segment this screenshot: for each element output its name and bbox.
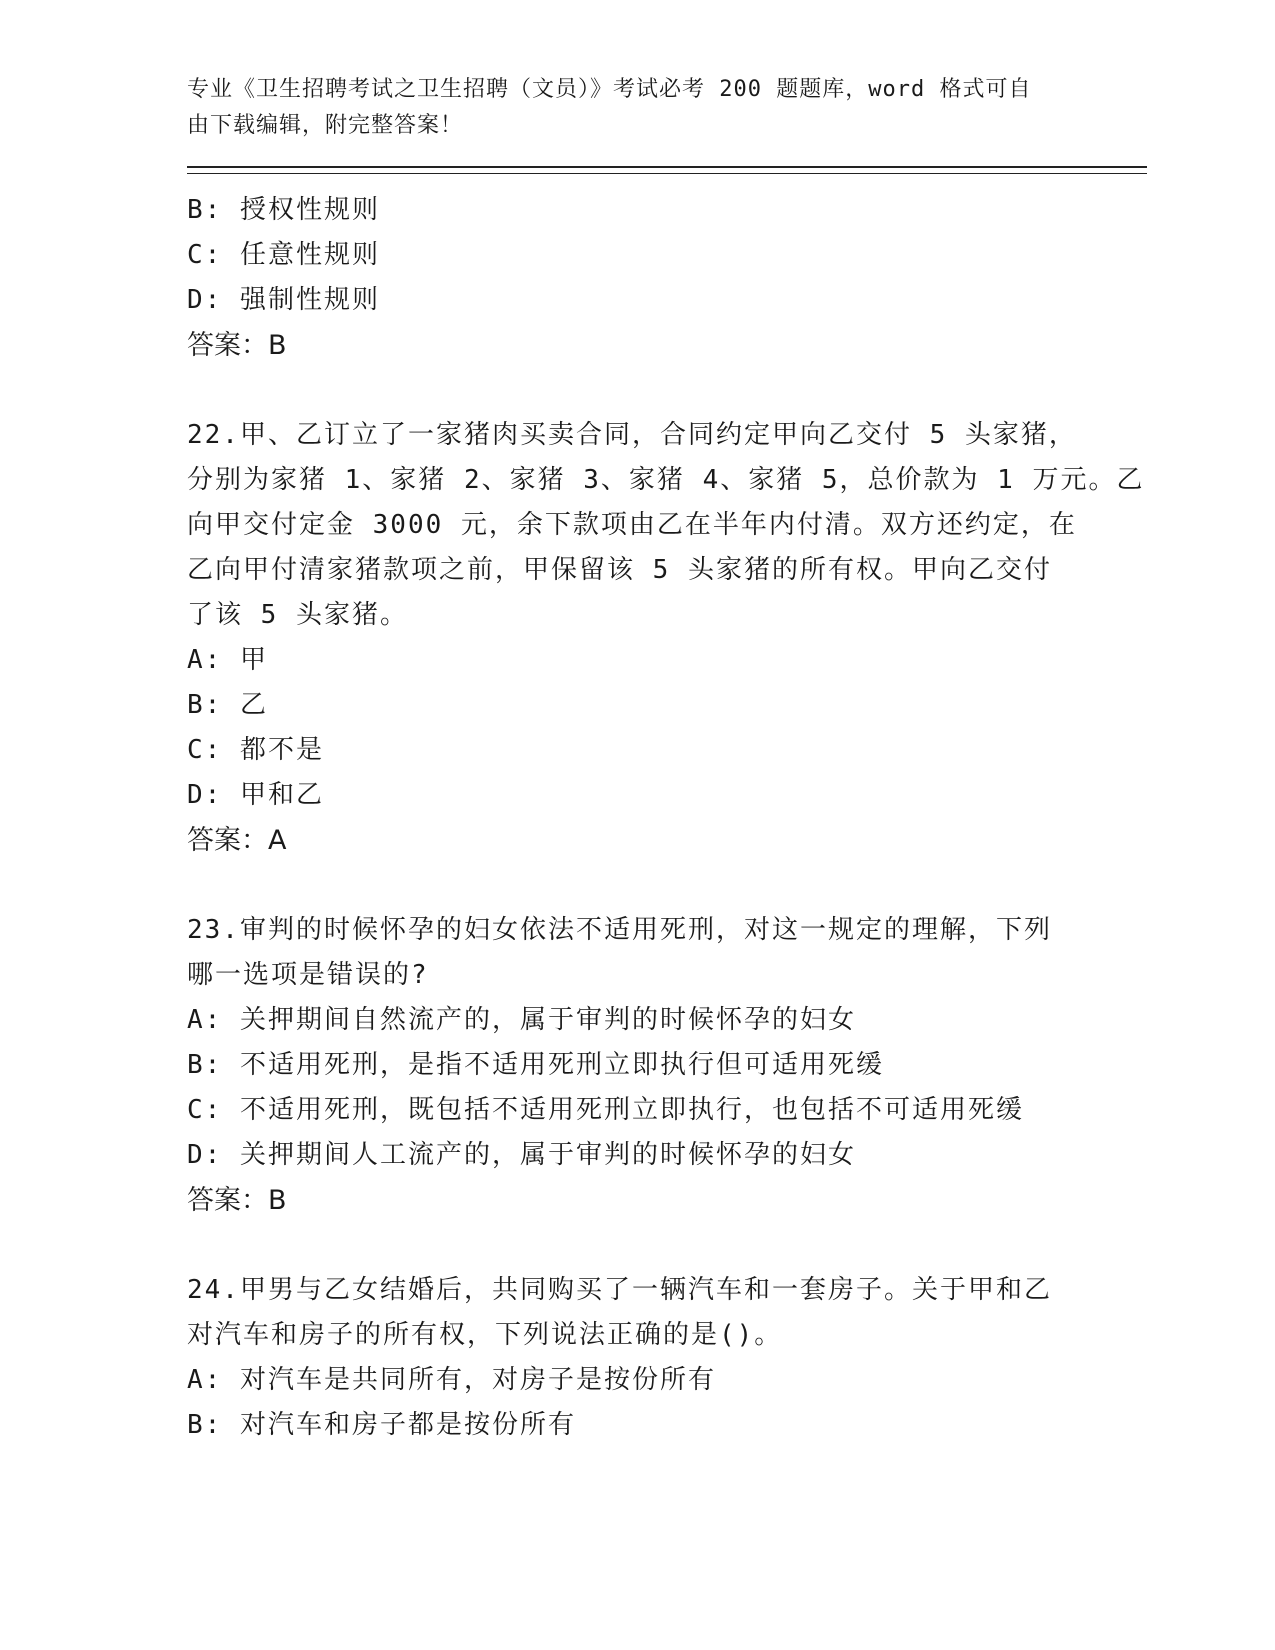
option-b: B: 乙 — [187, 690, 268, 720]
option-c: C: 不适用死刑，既包括不适用死刑立即执行，也包括不可适用死缓 — [187, 1095, 1024, 1125]
answer-line: 答案：B — [187, 1185, 287, 1216]
option-d: D: 关押期间人工流产的，属于审判的时候怀孕的妇女 — [187, 1140, 856, 1170]
question-stem-line: 22.甲、乙订立了一家猪肉买卖合同，合同约定甲向乙交付 5 头家猪， — [187, 420, 1077, 450]
option-b: B: 授权性规则 — [187, 195, 380, 225]
question-21-tail — [187, 188, 1147, 368]
option-c: C: 任意性规则 — [187, 240, 380, 270]
question-stem-line: 向甲交付定金 3000 元，余下款项由乙在半年内付清。双方还约定，在 — [187, 510, 1077, 540]
header-line-1: 专业《卫生招聘考试之卫生招聘（文员）》考试必考 200 题题库，word 格式可自 — [187, 77, 1032, 102]
document-page — [187, 72, 1147, 1448]
document-header — [187, 72, 1067, 144]
question-22 — [187, 413, 1147, 863]
option-b: B: 对汽车和房子都是按份所有 — [187, 1410, 576, 1440]
option-a: A: 关押期间自然流产的，属于审判的时候怀孕的妇女 — [187, 1005, 856, 1035]
answer-line: 答案：B — [187, 330, 287, 361]
option-a: A: 甲 — [187, 645, 268, 675]
question-stem-line: 24.甲男与乙女结婚后，共同购买了一辆汽车和一套房子。关于甲和乙 — [187, 1275, 1052, 1305]
question-stem-line: 乙向甲付清家猪款项之前，甲保留该 5 头家猪的所有权。甲向乙交付 — [187, 555, 1052, 585]
option-d: D: 强制性规则 — [187, 285, 380, 315]
option-d: D: 甲和乙 — [187, 780, 324, 810]
question-stem-line: 23.审判的时候怀孕的妇女依法不适用死刑，对这一规定的理解，下列 — [187, 915, 1052, 945]
header-line-2: 由下载编辑，附完整答案！ — [187, 113, 464, 138]
question-stem-line: 哪一选项是错误的? — [187, 960, 429, 990]
question-stem-line: 对汽车和房子的所有权，下列说法正确的是()。 — [187, 1320, 783, 1350]
answer-line: 答案：A — [187, 825, 287, 856]
option-b: B: 不适用死刑，是指不适用死刑立即执行但可适用死缓 — [187, 1050, 884, 1080]
question-23 — [187, 908, 1147, 1223]
question-stem-line: 分别为家猪 1、家猪 2、家猪 3、家猪 4、家猪 5，总价款为 1 万元。乙 — [187, 465, 1145, 495]
question-stem-line: 了该 5 头家猪。 — [187, 600, 408, 630]
header-divider — [187, 166, 1147, 174]
option-c: C: 都不是 — [187, 735, 324, 765]
option-a: A: 对汽车是共同所有，对房子是按份所有 — [187, 1365, 716, 1395]
question-24 — [187, 1268, 1147, 1448]
question-list — [187, 188, 1147, 1448]
